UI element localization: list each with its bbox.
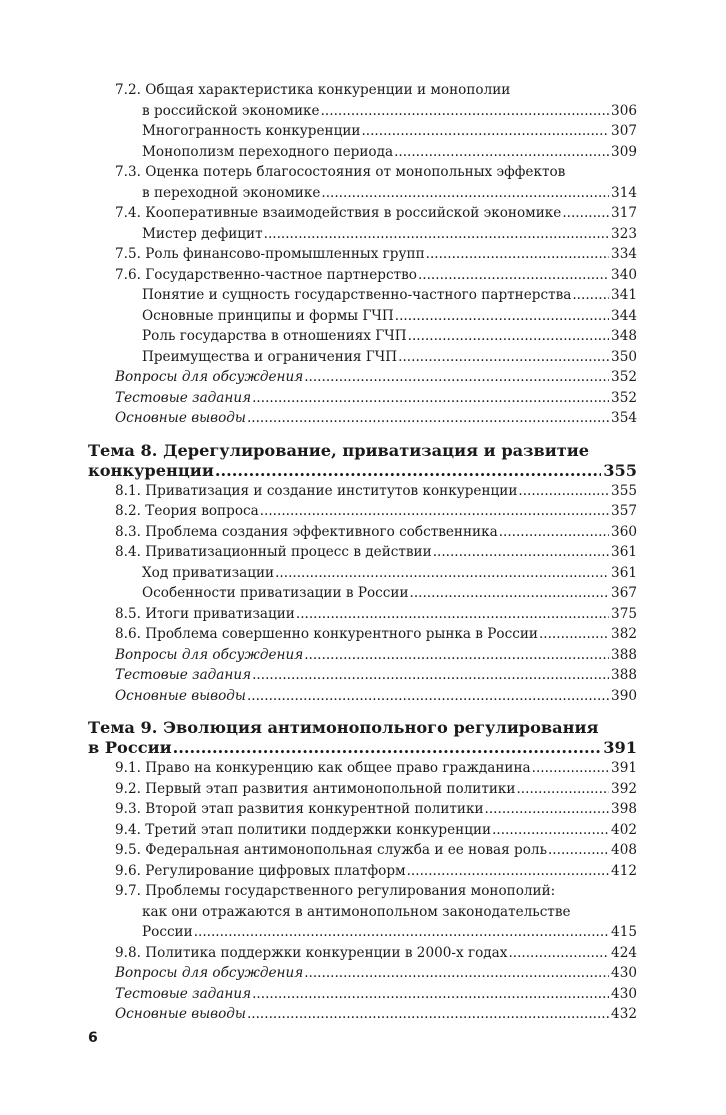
toc-entry-text: Тестовые задания: [115, 667, 252, 683]
leader-dots: [304, 367, 609, 388]
toc-entry-7-5: [88, 244, 637, 265]
leader-dots: [516, 779, 609, 800]
page-ref: 412: [611, 862, 637, 879]
leader-dots: [296, 604, 609, 625]
leader-dots: [572, 285, 609, 306]
page-ref: 314: [611, 184, 637, 201]
leader-dots: [394, 142, 609, 163]
page-ref: 382: [611, 626, 637, 642]
toc-entry-text: 8.1. Приватизация и создание институтов конкуренции: [115, 482, 518, 499]
toc-entry-text: в российской экономике: [142, 102, 320, 119]
page-ref: 392: [611, 780, 637, 797]
page-ref: 390: [611, 687, 637, 704]
leader-dots: [485, 799, 610, 820]
toc-entry-7-6: [88, 265, 637, 286]
toc-subentry: [88, 224, 637, 245]
toc-entry-text: 9.4. Третий этап политики поддержки конкуренции: [115, 821, 492, 838]
page-ref: 391: [603, 738, 637, 757]
toc-entry-text: 8.6. Проблема совершенно конкурентного рынка в России: [115, 626, 538, 642]
toc-entry-8-3: [88, 522, 637, 543]
page-ref: 388: [611, 646, 637, 663]
chapter-title: Тема 9. Эволюция антимонопольного регулирования: [88, 718, 599, 737]
toc-entry-discussion: [88, 645, 637, 666]
toc-entry-text: в переходной экономике: [142, 184, 321, 201]
chapter-title: конкуренции: [88, 460, 214, 480]
leader-dots: [426, 244, 609, 265]
page-ref: 352: [611, 389, 637, 406]
leader-dots: [410, 583, 610, 604]
page-ref: 415: [611, 924, 637, 940]
leader-dots: [260, 501, 609, 522]
toc-entry-7-2: [88, 80, 637, 101]
page-ref: 357: [611, 503, 637, 519]
section-gap: [88, 706, 637, 718]
leader-dots: [252, 984, 609, 1005]
leader-dots: [275, 563, 609, 584]
toc-entry-text: как они отражаются в антимонопольном законодательстве: [142, 903, 571, 920]
page-ref: 334: [611, 246, 637, 262]
leader-dots: [508, 943, 609, 964]
toc-entry-9-2: [88, 779, 637, 800]
toc-subentry: [88, 347, 637, 368]
toc-entry-conclusions: [88, 408, 637, 429]
leader-dots: [194, 922, 609, 943]
toc-entry-9-6: [88, 861, 637, 882]
leader-dots: [247, 1004, 609, 1025]
page-ref: 398: [611, 801, 637, 817]
leader-dots: [492, 820, 609, 841]
toc-entry-text: 7.5. Роль финансово-промышленных групп: [115, 246, 425, 262]
page-ref: 361: [611, 564, 637, 581]
leader-dots: [408, 326, 609, 347]
leader-dots: [539, 624, 609, 645]
leader-dots: [264, 224, 609, 245]
toc-subentry: [88, 563, 637, 584]
page-ref: 402: [611, 821, 637, 838]
page-ref: 317: [611, 205, 637, 221]
toc-entry-text: 9.5. Федеральная антимонопольная служба и ее новая роль: [115, 842, 547, 858]
toc-entry-text: 7.3. Оценка потерь благосостояния от монопольных эффектов: [115, 164, 566, 180]
chapter-9-heading-cont: [88, 738, 637, 758]
page-ref: 432: [611, 1006, 637, 1022]
page-ref: 360: [611, 523, 637, 540]
toc-entry-8-6: [88, 624, 637, 645]
toc-entry-text: 8.4. Приватизационный процесс в действии: [115, 544, 432, 560]
toc-entry-9-1: [88, 758, 637, 779]
toc-entry-9-8: [88, 943, 637, 964]
toc-subentry: [88, 583, 637, 604]
chapter-8-heading-cont: [88, 461, 637, 481]
leader-dots: [548, 840, 609, 861]
page-ref: 375: [611, 605, 637, 622]
leader-dots: [518, 481, 609, 502]
toc-entry-text: Основные выводы: [115, 687, 246, 704]
toc-entry-text: Ход приватизации: [142, 564, 275, 581]
leader-dots: [321, 101, 609, 122]
leader-dots: [562, 203, 609, 224]
toc-entry-9-7-cont: [88, 902, 637, 923]
toc-entry-text: 7.2. Общая характеристика конкуренции и монополии: [115, 82, 511, 98]
chapter-8-heading: [88, 441, 637, 461]
page-ref: 354: [611, 410, 637, 426]
toc-entry-text: Вопросы для обсуждения: [115, 369, 304, 385]
page-ref: 430: [611, 965, 637, 981]
toc-subentry: [88, 142, 637, 163]
page-ref: 391: [611, 760, 637, 776]
leader-dots: [433, 542, 609, 563]
leader-dots: [215, 461, 601, 481]
toc-entry-text: 9.1. Право на конкуренцию как общее право гражданина: [115, 760, 531, 776]
table-of-contents: [88, 80, 637, 1025]
toc-entry-text: Мистер дефицит: [142, 225, 263, 242]
page-ref: 350: [611, 348, 637, 365]
page-ref: 309: [611, 143, 637, 160]
leader-dots: [398, 347, 609, 368]
leader-dots: [395, 306, 609, 327]
toc-subentry: [88, 285, 637, 306]
toc-entry-conclusions: [88, 1004, 637, 1025]
toc-entry-text: Вопросы для обсуждения: [115, 965, 304, 981]
toc-entry-9-4: [88, 820, 637, 841]
toc-entry-discussion: [88, 367, 637, 388]
toc-entry-tests: [88, 984, 637, 1005]
page-ref: 388: [611, 667, 637, 683]
page-ref: 367: [611, 585, 637, 601]
page-ref: 408: [611, 842, 637, 858]
toc-entry-text: Тестовые задания: [115, 389, 252, 406]
toc-subentry: [88, 306, 637, 327]
toc-entry-7-3: [88, 162, 637, 183]
page-ref: 341: [611, 287, 637, 303]
leader-dots: [361, 121, 609, 142]
toc-entry-text: 7.6. Государственно-частное партнерство: [115, 266, 417, 283]
toc-entry-text: 9.3. Второй этап развития конкурентной политики: [115, 801, 484, 817]
page-ref: 307: [611, 123, 637, 139]
toc-entry-text: Монополизм переходного периода: [142, 143, 394, 160]
toc-entry-7-3-cont: [88, 183, 637, 204]
toc-entry-text: 7.4. Кооперативные взаимодействия в российской экономике: [115, 205, 562, 221]
leader-dots: [304, 963, 609, 984]
page-ref: 352: [611, 369, 637, 385]
toc-entry-9-7-cont: [88, 922, 637, 943]
toc-entry-text: Роль государства в отношениях ГЧП: [142, 328, 407, 344]
toc-entry-text: 8.2. Теория вопроса: [115, 503, 259, 519]
toc-entry-text: 9.6. Регулирование цифровых платформ: [115, 862, 406, 879]
toc-entry-9-7: [88, 881, 637, 902]
toc-entry-text: Основные выводы: [115, 1006, 246, 1022]
toc-entry-9-3: [88, 799, 637, 820]
toc-entry-tests: [88, 388, 637, 409]
chapter-title: Тема 8. Дерегулирование, приватизация и развитие: [88, 440, 590, 460]
leader-dots: [247, 408, 609, 429]
toc-entry-conclusions: [88, 686, 637, 707]
page-ref: 355: [603, 460, 637, 480]
page-ref: 424: [611, 944, 637, 961]
toc-entry-8-2: [88, 501, 637, 522]
leader-dots: [321, 183, 609, 204]
leader-dots: [407, 861, 609, 882]
leader-dots: [252, 388, 609, 409]
toc-entry-8-5: [88, 604, 637, 625]
toc-entry-tests: [88, 665, 637, 686]
toc-entry-7-4: [88, 203, 637, 224]
leader-dots: [418, 265, 609, 286]
page-ref: 430: [611, 985, 637, 1002]
leader-dots: [532, 758, 609, 779]
toc-entry-text: Многогранность конкуренции: [142, 123, 361, 139]
toc-entry-8-4: [88, 542, 637, 563]
page-ref: 344: [611, 307, 637, 324]
leader-dots: [304, 645, 609, 666]
toc-subentry: [88, 326, 637, 347]
toc-entry-text: 9.2. Первый этап развития антимонопольной политики: [115, 780, 516, 797]
page-ref: 340: [611, 266, 637, 283]
toc-subentry: [88, 121, 637, 142]
toc-entry-text: Тестовые задания: [115, 985, 252, 1002]
leader-dots: [499, 522, 609, 543]
toc-entry-9-5: [88, 840, 637, 861]
toc-entry-text: Основные выводы: [115, 410, 246, 426]
toc-entry-text: 9.7. Проблемы государственного регулирования монополий:: [115, 883, 556, 899]
leader-dots: [252, 665, 609, 686]
page-number: 6: [88, 1030, 98, 1046]
toc-entry-text: 9.8. Политика поддержки конкуренции в 2000-х годах: [115, 944, 508, 961]
toc-entry-discussion: [88, 963, 637, 984]
page-ref: 361: [611, 544, 637, 560]
toc-entry-text: Основные принципы и формы ГЧП: [142, 307, 394, 324]
toc-entry-text: Вопросы для обсуждения: [115, 646, 304, 663]
toc-entry-text: Преимущества и ограничения ГЧП: [142, 348, 398, 365]
toc-entry-7-2-cont: [88, 101, 637, 122]
section-gap: [88, 429, 637, 441]
page-ref: 348: [611, 328, 637, 344]
leader-dots: [247, 686, 609, 707]
toc-entry-text: 8.3. Проблема создания эффективного собственника: [115, 523, 498, 540]
toc-entry-text: Особенности приватизации в России: [142, 585, 409, 601]
toc-entry-8-1: [88, 481, 637, 502]
page-ref: 306: [611, 102, 637, 119]
toc-entry-text: России: [142, 924, 193, 940]
chapter-title: в России: [88, 738, 172, 757]
page-ref: 323: [611, 225, 637, 242]
toc-entry-text: 8.5. Итоги приватизации: [115, 605, 295, 622]
page-ref: 355: [611, 482, 637, 499]
chapter-9-heading: [88, 718, 637, 738]
leader-dots: [173, 738, 602, 758]
toc-entry-text: Понятие и сущность государственно-частного партнерства: [142, 287, 572, 303]
